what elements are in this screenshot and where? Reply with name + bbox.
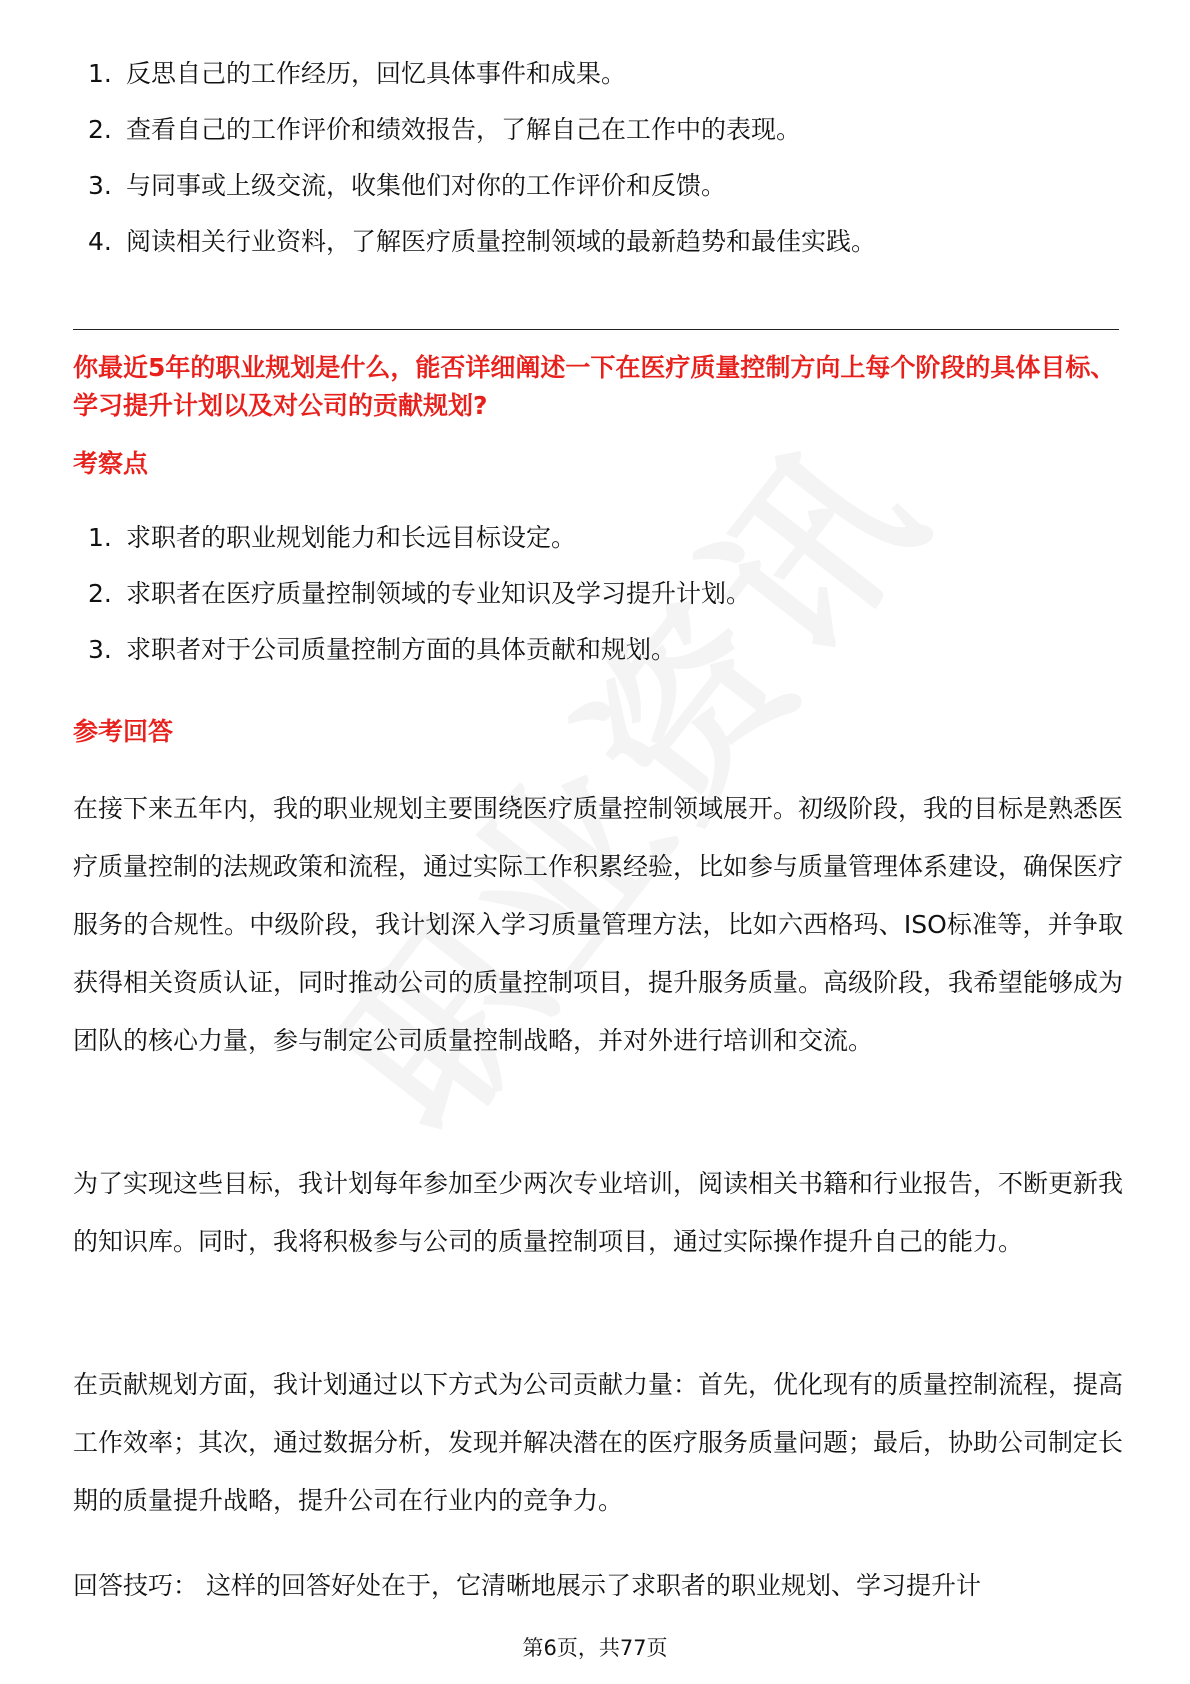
intro-list bbox=[0, 54, 1190, 278]
page-number: 第6页，共77页 bbox=[522, 1636, 668, 1660]
list-text: 查看自己的工作评价和绩效报告，了解自己在工作中的表现。 bbox=[126, 115, 802, 144]
list-text: 与同事或上级交流，收集他们对你的工作评价和反馈。 bbox=[126, 171, 727, 200]
exam-points-list bbox=[0, 518, 1190, 686]
list-text: 求职者对于公司质量控制方面的具体贡献和规划。 bbox=[126, 635, 677, 664]
list-item bbox=[0, 518, 1190, 574]
answer-paragraph: 为了实现这些目标，我计划每年参加至少两次专业培训，阅读相关书籍和行业报告，不断更新我的知识库。同时，我将积极参与公司的质量控制项目，通过实际操作提升自己的能力。 bbox=[73, 1169, 1124, 1256]
list-item bbox=[0, 574, 1190, 630]
watermark bbox=[235, 338, 1004, 1215]
answer-paragraph: 在贡献规划方面，我计划通过以下方式为公司贡献力量：首先，优化现有的质量控制流程，提高工作效率；其次，通过数据分析，发现并解决潜在的医疗服务质量问题；最后，协助公司制定长期的质量提升战略，提升公司在行业内的竞争力。 bbox=[73, 1370, 1124, 1515]
list-number: 3. bbox=[88, 171, 112, 200]
list-number: 2. bbox=[88, 579, 112, 608]
interview-question: 你最近5年的职业规划是什么，能否详细阐述一下在医疗质量控制方向上每个阶段的具体目标、学习提升计划以及对公司的贡献规划? bbox=[73, 353, 1116, 420]
list-item bbox=[0, 166, 1190, 222]
list-number: 4. bbox=[88, 227, 112, 256]
reference-answer-heading: 参考回答 bbox=[73, 717, 174, 746]
list-item bbox=[0, 222, 1190, 278]
answer-tip-paragraph: 回答技巧： 这样的回答好处在于，它清晰地展示了求职者的职业规划、学习提升计 bbox=[73, 1571, 981, 1600]
section-divider bbox=[73, 329, 1119, 330]
list-text: 求职者的职业规划能力和长远目标设定。 bbox=[126, 523, 577, 552]
list-text: 反思自己的工作经历，回忆具体事件和成果。 bbox=[126, 59, 627, 88]
exam-points-heading: 考察点 bbox=[73, 449, 149, 478]
list-number: 1. bbox=[88, 59, 112, 88]
list-item bbox=[0, 110, 1190, 166]
list-number: 1. bbox=[88, 523, 112, 552]
list-number: 3. bbox=[88, 635, 112, 664]
answer-paragraph: 在接下来五年内，我的职业规划主要围绕医疗质量控制领域展开。初级阶段，我的目标是熟悉医疗质量控制的法规政策和流程，通过实际工作积累经验，比如参与质量管理体系建设，确保医疗服务的合规性。中级阶段，我计划深入学习质量管理方法，比如六西格玛、ISO标准等，并争取获得相关资质认证，同时推动公司的质量控制项目，提升服务质量。高级阶段，我希望能够成为团队的核心力量，参与制定公司质量控制战略，并对外进行培训和交流。 bbox=[73, 794, 1124, 1055]
list-item bbox=[0, 54, 1190, 110]
list-text: 阅读相关行业资料，了解医疗质量控制领域的最新趋势和最佳实践。 bbox=[126, 227, 877, 256]
list-number: 2. bbox=[88, 115, 112, 144]
list-text: 求职者在医疗质量控制领域的专业知识及学习提升计划。 bbox=[126, 579, 752, 608]
list-item bbox=[0, 630, 1190, 686]
